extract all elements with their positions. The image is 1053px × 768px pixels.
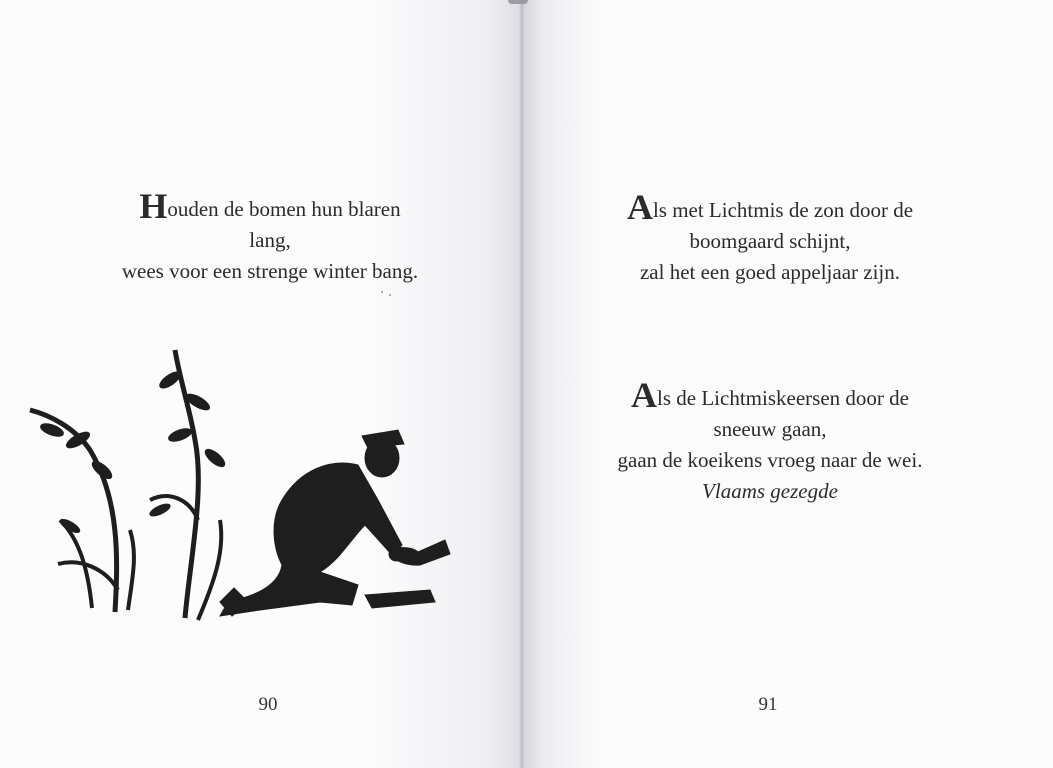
verse-line-2: boomgaard schijnt, [689, 229, 851, 253]
paper-speck [389, 294, 391, 296]
verse-line-1: Houden de bomen hun blaren [139, 186, 401, 226]
page-number: 90 [258, 694, 278, 715]
verse-line-2: sneeuw gaan, [713, 417, 827, 441]
verse-line-3: gaan de koeikens vroeg naar de wei. [617, 448, 923, 472]
paper-speck [381, 291, 383, 293]
spine-mark [508, 0, 528, 4]
verse-line-3: wees voor een strenge winter bang. [121, 259, 419, 283]
verse-line-1: Als met Lichtmis de zon door de [626, 187, 914, 227]
drop-cap: H [139, 186, 168, 226]
page-number: 91 [758, 694, 778, 715]
verse-line-2: lang, [249, 228, 291, 252]
kneeling-man-with-plants-silhouette-icon [20, 340, 470, 630]
right-verse-1 [550, 187, 990, 288]
right-verse-2 [550, 375, 990, 507]
drop-cap: A [631, 375, 658, 415]
verse-source: Vlaams gezegde [702, 479, 838, 503]
book-gutter [519, 0, 525, 768]
left-page [0, 0, 522, 768]
verse-line-1: Als de Lichtmiskeersen door de [631, 375, 909, 415]
left-verse [60, 186, 480, 287]
drop-cap: A [626, 187, 653, 227]
verse-line-3: zal het een goed appeljaar zijn. [639, 260, 901, 284]
